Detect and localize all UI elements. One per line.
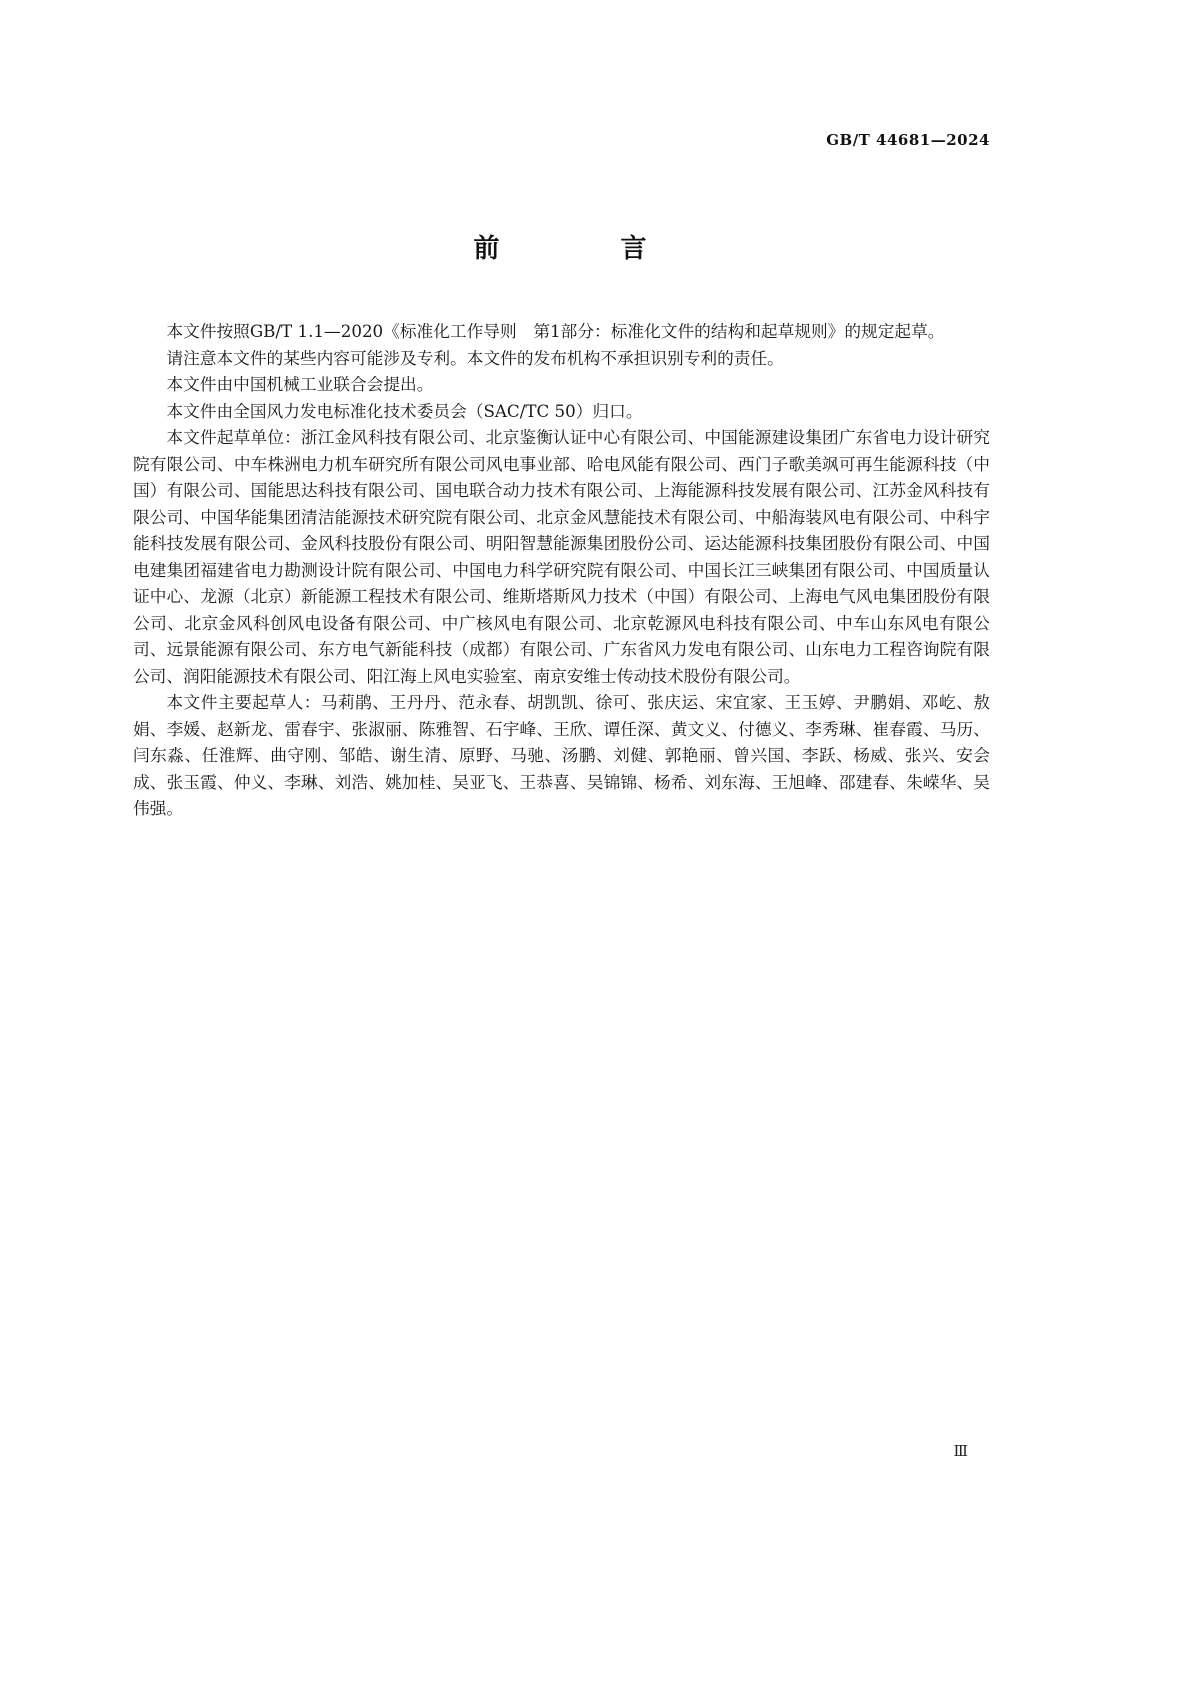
page-title: 前 言: [473, 234, 703, 264]
paragraph-drafting-rules: 本文件按照GB/T 1.1—2020《标准化工作导则 第1部分：标准化文件的结构和起草规则》的规定起草。: [166, 321, 945, 341]
paragraph-patent-notice: 请注意本文件的某些内容可能涉及专利。本文件的发布机构不承担识别专利的责任。: [166, 347, 784, 368]
paragraph-committee: 本文件由全国风力发电标准化技术委员会（SAC/TC 50）归口。: [166, 400, 643, 421]
paragraph-proposer: 本文件由中国机械工业联合会提出。: [166, 374, 434, 394]
paragraph-drafters: 本文件主要起草人：马莉鹃、王丹丹、范永春、胡凯凯、徐可、张庆运、宋宜家、王玉婷、尹鹏娟、邓屹、敖娟、李媛、赵新龙、雷春宇、张淑丽、陈雅智、石宇峰、王欣、谭任深、黄文义、付德义、李秀琳、崔春霞、马历、闫东淼、任淮辉、曲守刚、邹皓、谢生清、原野、马驰、汤鹏、刘健、郭艳丽、曾兴国、李跃、杨威、张兴、安会成、张玉霞、仲义、李琳、刘浩、姚加桂、吴亚飞、王恭喜、吴锦锦、杨希、刘东海、王旭峰、邵建春、朱嵘华、吴伟强。: [133, 692, 990, 818]
preface-body: [133, 318, 990, 822]
page-number: Ⅲ: [953, 1442, 968, 1460]
standard-code: GB/T 44681—2024: [826, 131, 990, 149]
paragraph-drafting-units: 本文件起草单位：浙江金风科技有限公司、北京鉴衡认证中心有限公司、中国能源建设集团广东省电力设计研究院有限公司、中车株洲电力机车研究所有限公司风电事业部、哈电风能有限公司、西门子歌美飒可再生能源科技（中国）有限公司、国能思达科技有限公司、国电联合动力技术有限公司、上海能源科技发展有限公司、江苏金风科技有限公司、中国华能集团清洁能源技术研究院有限公司、北京金风慧能技术有限公司、中船海装风电有限公司、中科宇能科技发展有限公司、金风科技股份有限公司、明阳智慧能源集团股份公司、运达能源科技集团股份有限公司、中国电建集团福建省电力勘测设计院有限公司、中国电力科学研究院有限公司、中国长江三峡集团有限公司、中国质量认证中心、龙源（北京）新能源工程技术有限公司、维斯塔斯风力技术（中国）有限公司、上海电气风电集团股份有限公司、北京金风科创风电设备有限公司、中广核风电有限公司、北京乾源风电科技有限公司、中车山东风电有限公司、远景能源有限公司、东方电气新能科技（成都）有限公司、广东省风力发电有限公司、山东电力工程咨询院有限公司、润阳能源技术有限公司、阳江海上风电实验室、南京安维士传动技术股份有限公司。: [133, 427, 990, 686]
